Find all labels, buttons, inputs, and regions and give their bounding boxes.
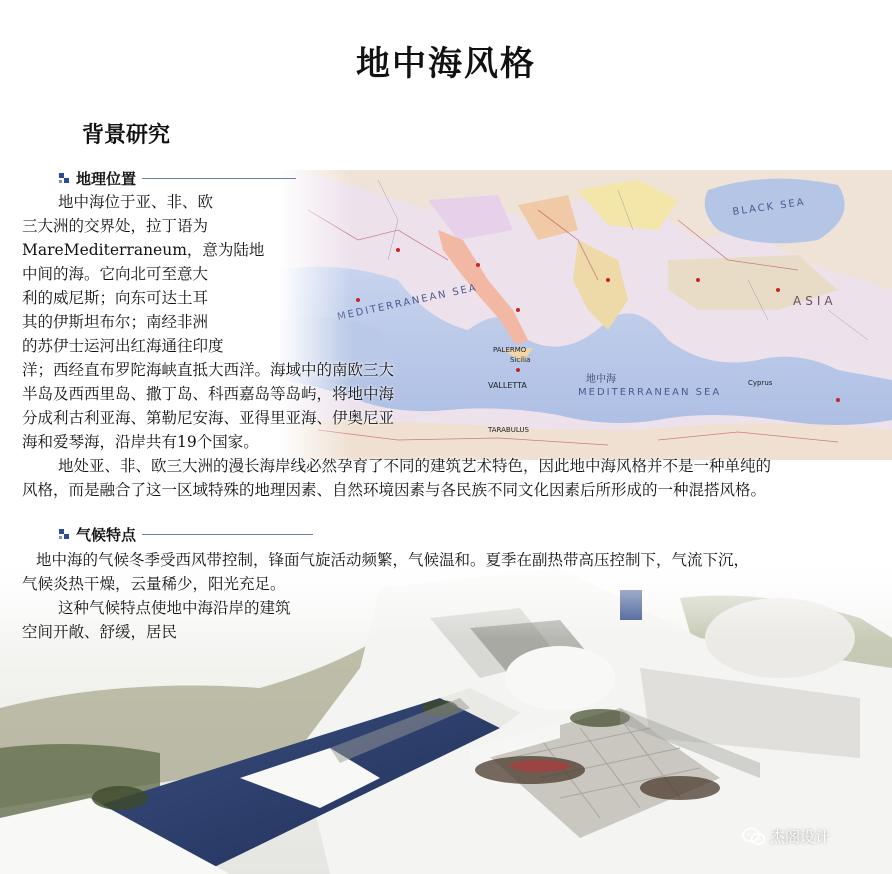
- geo-subheading: [58, 168, 296, 188]
- climate-heading-label: 气候特点: [76, 525, 137, 544]
- paragraph-line: 三大洲的交界处，拉丁语为: [22, 217, 209, 235]
- paragraph-line: 洋；西经直布罗陀海峡直抵大西洋。海域中的南欧三大: [22, 361, 395, 379]
- paragraph-line: 地中海位于亚、非、欧: [58, 193, 214, 211]
- heading-rule: [142, 178, 296, 179]
- heading-rule: [142, 534, 313, 535]
- watermark: [742, 826, 830, 847]
- paragraph-line: 气候炎热干燥，云量稀少，阳光充足。: [22, 575, 286, 593]
- paragraph-line: 空间开敞、舒缓，居民: [22, 623, 178, 641]
- paragraph-line: 利的威尼斯；向东可达土耳: [22, 289, 209, 307]
- watermark-text: 杰阁设计: [770, 828, 831, 846]
- paragraph-line: 中间的海。它向北可至意大: [22, 265, 209, 283]
- geo-heading-label: 地理位置: [76, 169, 137, 188]
- paragraph-line: 分成利古利亚海、第勒尼安海、亚得里亚海、伊奥尼亚: [22, 409, 395, 427]
- paragraph-line: 其的伊斯坦布尔；南经非洲: [22, 313, 209, 331]
- climate-subheading: [58, 524, 313, 544]
- paragraph-line: 这种气候特点使地中海沿岸的建筑: [58, 599, 291, 617]
- paragraph-line: 海和爱琴海，沿岸共有19个国家。: [22, 433, 259, 451]
- paragraph-line: 风格，而是融合了这一区域特殊的地理因素、自然环境因素与各民族不同文化因素后所形成的一种混搭风格。: [22, 481, 767, 499]
- section-heading: 背景研究: [82, 123, 171, 148]
- wechat-icon: [742, 827, 766, 847]
- paragraph-line: 地中海的气候冬季受西风带控制，锋面气旋活动频繁，气候温和。夏季在副热带高压控制下，气流下沉，: [36, 551, 750, 569]
- paragraph-line: 地处亚、非、欧三大洲的漫长海岸线必然孕育了不同的建筑艺术特色，因此地中海风格并不是一种单纯的: [58, 457, 772, 475]
- paragraph-line: 的苏伊士运河出红海通往印度: [22, 337, 224, 355]
- page-title: 地中海风格: [356, 44, 536, 84]
- paragraph-line: 半岛及西西里岛、撒丁岛、科西嘉岛等岛屿，将地中海: [22, 385, 395, 403]
- paragraph-line: MareMediterraneum，意为陆地: [22, 241, 265, 259]
- square-bullet-icon: [58, 527, 72, 541]
- square-bullet-icon: [58, 171, 72, 185]
